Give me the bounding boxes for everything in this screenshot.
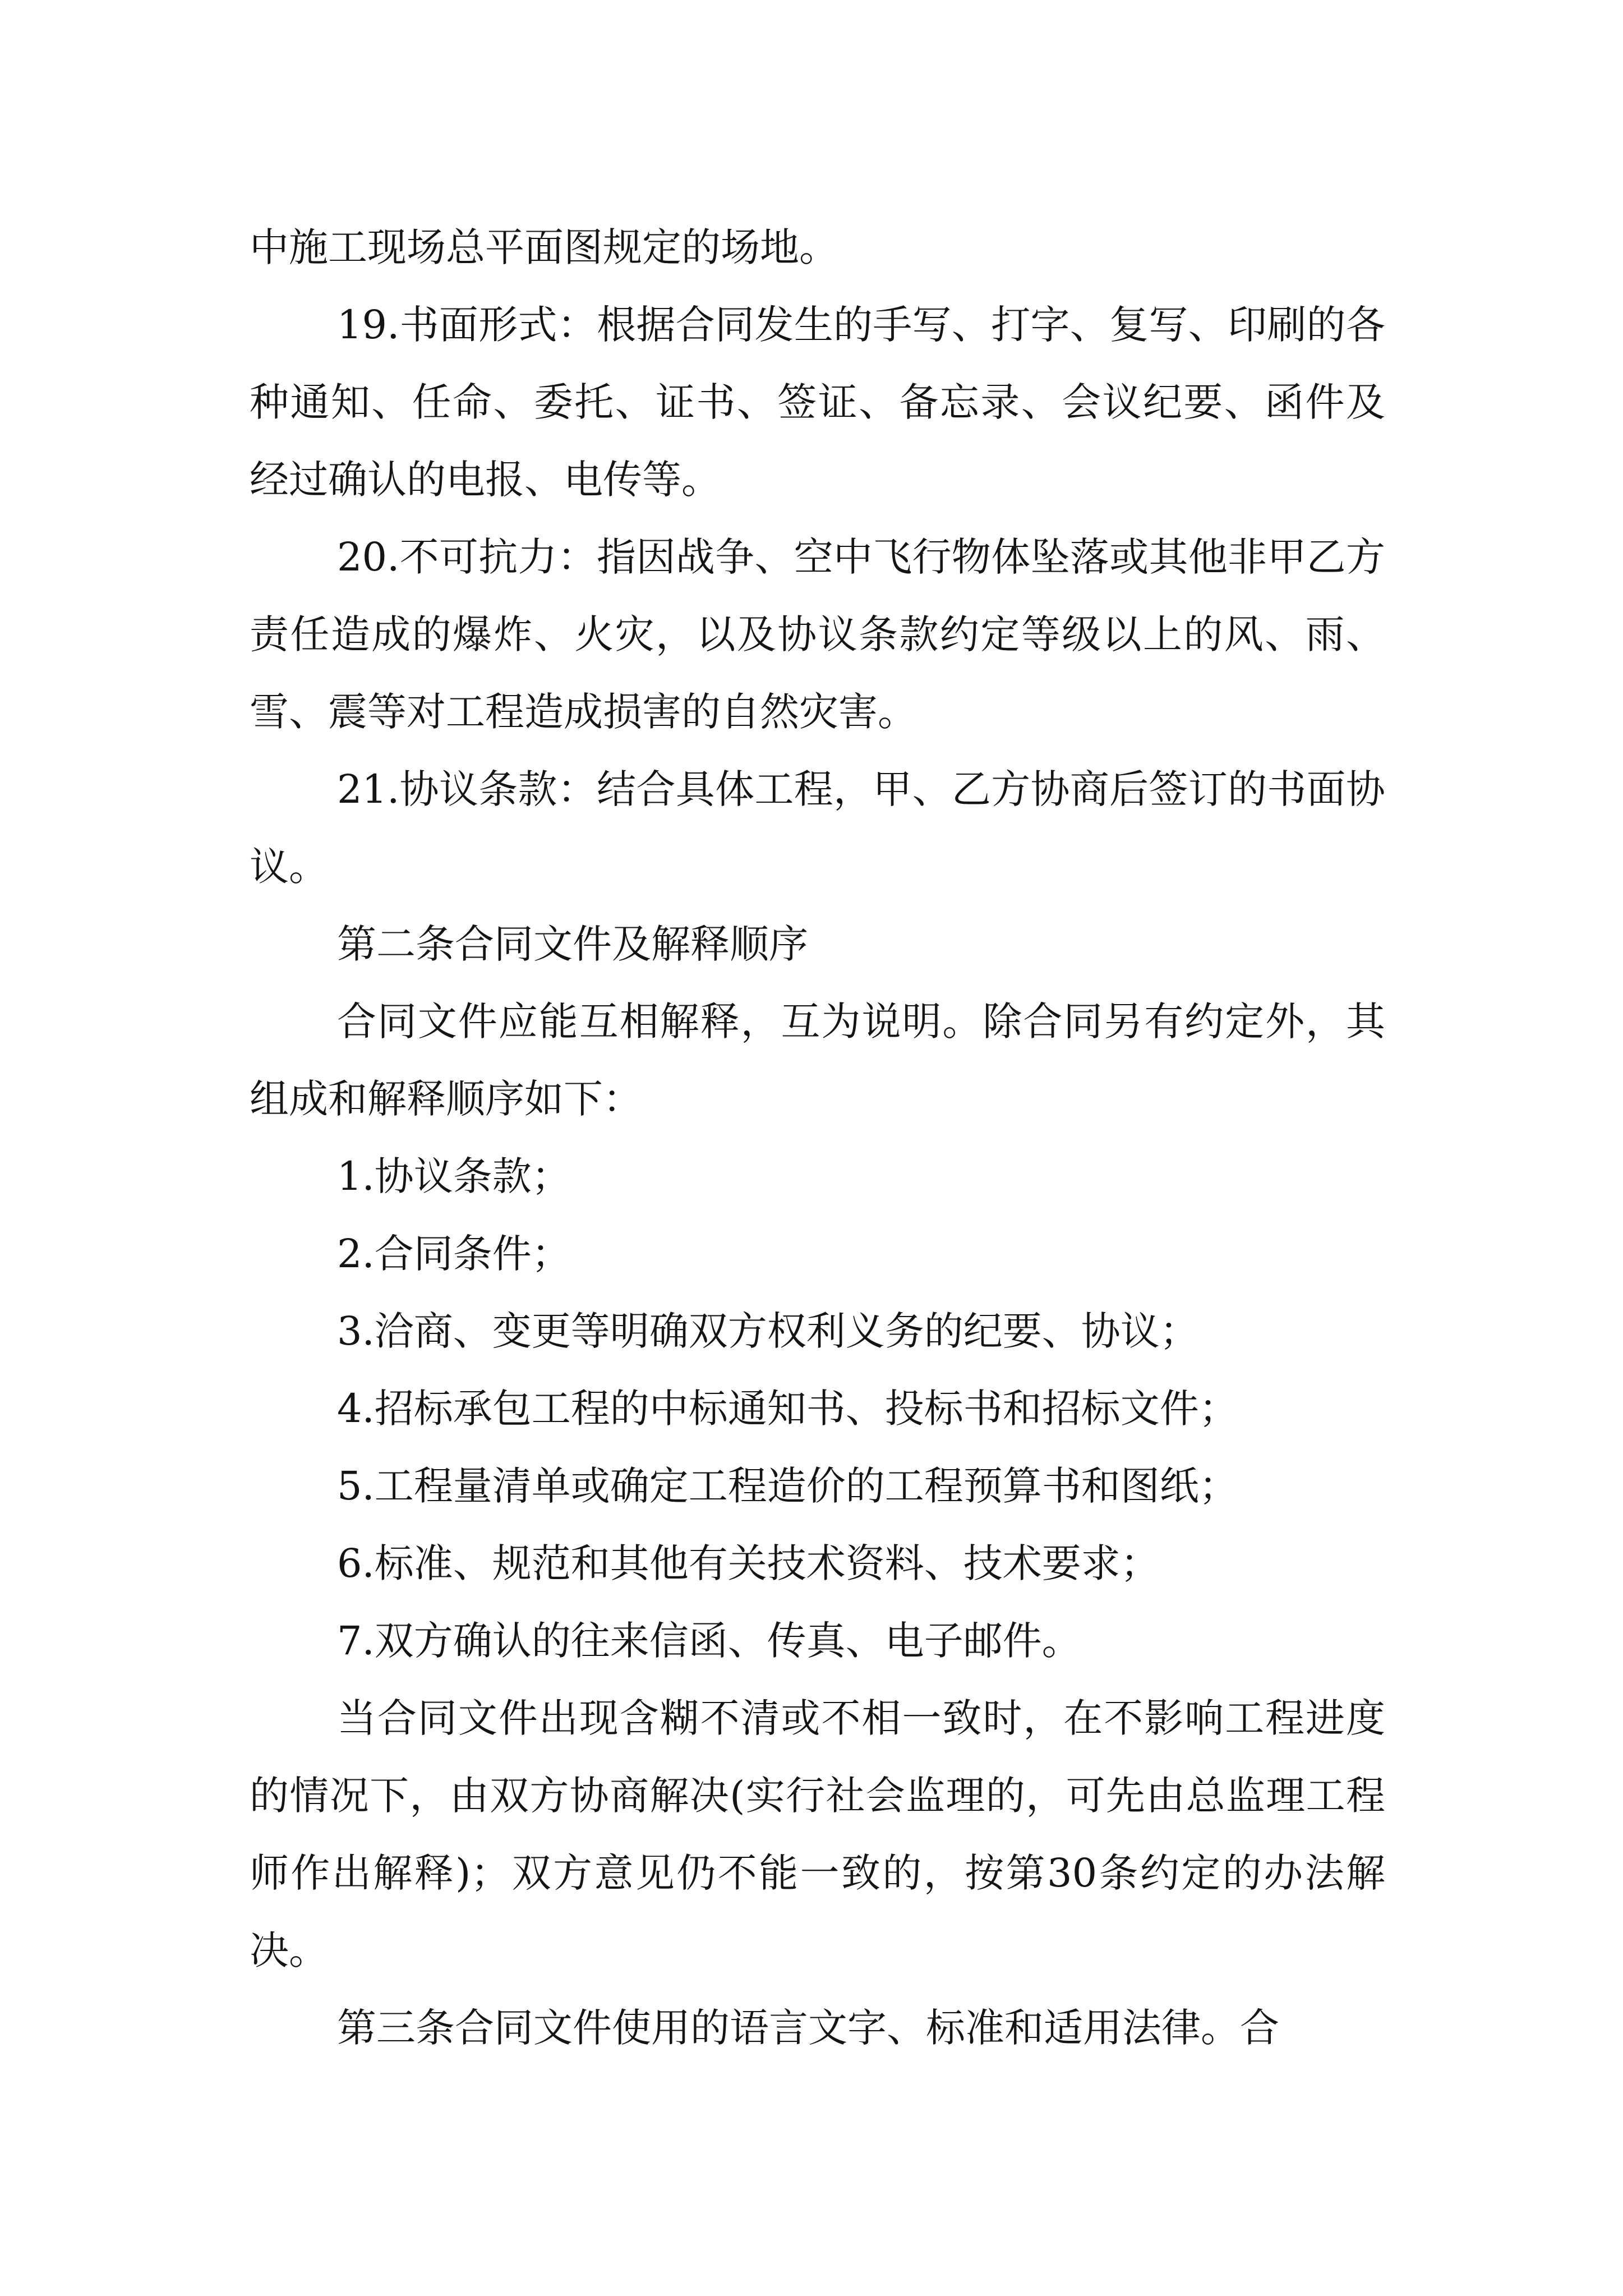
list-item-3: 3.洽商、变更等明确双方权利义务的纪要、协议；: [337, 1308, 1199, 1354]
paragraph-site-continuation: 中施工现场总平面图规定的场地。: [250, 224, 838, 270]
list-item-5: 5.工程量清单或确定工程造价的工程预算书和图纸；: [337, 1463, 1238, 1509]
paragraph-ambiguity-resolution: 当合同文件出现含糊不清或不相一致时，在不影响工程进度的情况下，由双方协商解决(实行社会监理的，可先由总监理工程师作出解释)；双方意见仍不能一致的，按第30条约定的办法解决。: [250, 1695, 1385, 1973]
paragraph-interpretation-intro: 合同文件应能互相解释，互为说明。除合同另有约定外，其组成和解释顺序如下：: [250, 999, 1385, 1122]
paragraph-clause-19: 19.书面形式：根据合同发生的手写、打字、复写、印刷的各种通知、任命、委托、证书、签证、备忘录、会议纪要、函件及经过确认的电报、电传等。: [250, 302, 1385, 503]
paragraph-clause-20: 20.不可抗力：指因战争、空中飞行物体坠落或其他非甲乙方责任造成的爆炸、火灾，以及协议条款约定等级以上的风、雨、雪、震等对工程造成损害的自然灾害。: [250, 534, 1385, 735]
list-item-6: 6.标准、规范和其他有关技术资料、技术要求；: [337, 1540, 1160, 1586]
document-body: [250, 209, 1385, 2067]
list-item-7: 7.双方确认的往来信函、传真、电子邮件。: [337, 1618, 1081, 1664]
list-item-2: 2.合同条件；: [337, 1231, 571, 1277]
section-heading-article-3: 第三条合同文件使用的语言文字、标准和适用法律。合: [337, 2005, 1279, 2051]
paragraph-clause-21: 21.协议条款：结合具体工程，甲、乙方协商后签订的书面协议。: [250, 766, 1385, 890]
section-heading-article-2: 第二条合同文件及解释顺序: [337, 921, 808, 967]
list-item-1: 1.协议条款；: [337, 1153, 571, 1199]
list-item-4: 4.招标承包工程的中标通知书、投标书和招标文件；: [337, 1386, 1238, 1432]
